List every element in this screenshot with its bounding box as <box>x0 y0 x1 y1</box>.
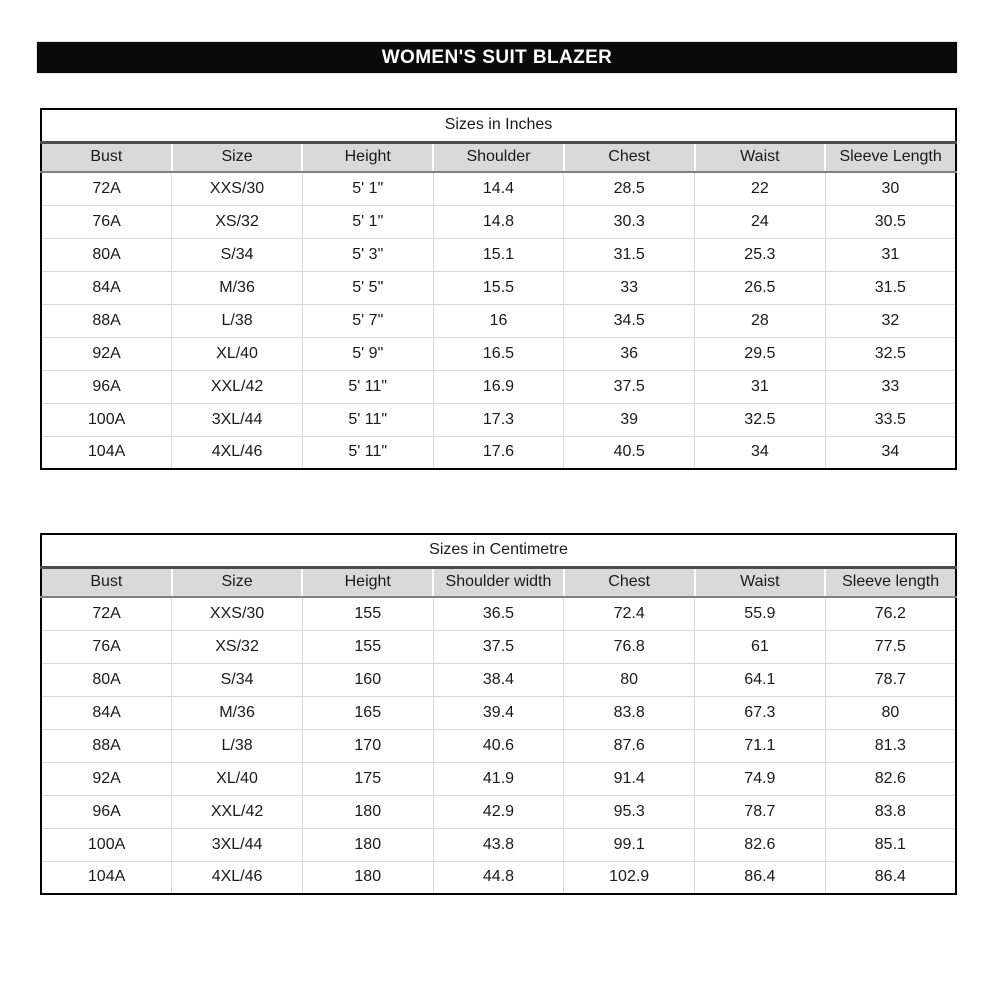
table-cell: XXL/42 <box>172 795 303 828</box>
table-cell: 80 <box>564 663 695 696</box>
table-cell: 83.8 <box>825 795 956 828</box>
table-cell: 85.1 <box>825 828 956 861</box>
table-cell: 83.8 <box>564 696 695 729</box>
table-cell: 41.9 <box>433 762 564 795</box>
table-cell: 76A <box>41 630 172 663</box>
column-header: Shoulder <box>433 142 564 172</box>
table-cell: 76.8 <box>564 630 695 663</box>
table-cell: 5' 1" <box>302 172 433 205</box>
table-cell: 29.5 <box>695 337 826 370</box>
column-header-row <box>41 142 956 172</box>
table-cell: 72A <box>92 604 121 622</box>
table-cell: 80A <box>41 238 172 271</box>
table-cell: 84A <box>41 696 172 729</box>
column-header: Height <box>302 567 433 597</box>
product-title-banner <box>37 42 957 73</box>
table-cell: 88A <box>41 729 172 762</box>
table-cell: 76.2 <box>825 597 956 630</box>
table-cell: 77.5 <box>825 630 956 663</box>
table-cell: 33 <box>564 271 695 304</box>
table-cell: 99.1 <box>564 828 695 861</box>
table-cell: 30 <box>825 172 956 205</box>
table-cell: 55.9 <box>695 597 826 630</box>
table-cell: 32 <box>825 304 956 337</box>
table-cell: 39.4 <box>433 696 564 729</box>
table-cell: 28 <box>695 304 826 337</box>
column-header: Waist <box>695 142 826 172</box>
table-cell: 15.5 <box>433 271 564 304</box>
table-cell: 92A <box>41 337 172 370</box>
table-cell: XXS/30 <box>172 172 303 205</box>
table-cell: 3XL/44 <box>172 403 303 436</box>
table-row <box>41 729 956 762</box>
table-cell: S/34 <box>172 663 303 696</box>
table-cell: 33 <box>825 370 956 403</box>
table-cell: 44.8 <box>433 861 564 894</box>
table-cell: 42.9 <box>433 795 564 828</box>
table-row <box>41 630 956 663</box>
table-cell: 84A <box>41 271 172 304</box>
table-cell: 22 <box>695 172 826 205</box>
table-cell: 16.9 <box>433 370 564 403</box>
table-cell: 43.8 <box>433 828 564 861</box>
table-cell: 39 <box>564 403 695 436</box>
table-cell: 64.1 <box>695 663 826 696</box>
table-cell: 165 <box>302 696 433 729</box>
table-cell: 16 <box>433 304 564 337</box>
table-cell: 180 <box>302 828 433 861</box>
table-cell: M/36 <box>172 696 303 729</box>
table-row <box>41 271 956 304</box>
table-cell: 95.3 <box>564 795 695 828</box>
table-cell: 5' 7" <box>302 304 433 337</box>
table-cell: 36 <box>564 337 695 370</box>
table-title: Sizes in Centimetre <box>41 534 956 567</box>
table-cell: 17.3 <box>433 403 564 436</box>
table-cell: L/38 <box>172 304 303 337</box>
table-cell: 5' 11" <box>302 436 433 469</box>
table-cell: 5' 1" <box>302 205 433 238</box>
table-cell: 71.1 <box>695 729 826 762</box>
table-cell: 26.5 <box>695 271 826 304</box>
table-cell: 34 <box>825 436 956 469</box>
table-cell: 100A <box>41 403 172 436</box>
table-cell: 3XL/44 <box>172 828 303 861</box>
table-cell: 104A <box>41 861 172 894</box>
table-cell: 32.5 <box>825 337 956 370</box>
table-cell: 86.4 <box>825 861 956 894</box>
table-cell: 76A <box>41 205 172 238</box>
table-cell: 155 <box>302 597 433 630</box>
table-cell: 96A <box>41 795 172 828</box>
table-cell: 170 <box>302 729 433 762</box>
table-row <box>41 795 956 828</box>
table-cell: 72A <box>92 179 121 197</box>
column-header: Bust <box>41 142 172 172</box>
product-title: WOMEN'S SUIT BLAZER <box>381 46 613 68</box>
table-cell: 80A <box>41 663 172 696</box>
table-cell: 82.6 <box>825 762 956 795</box>
table-cell: 14.8 <box>433 205 564 238</box>
table-cell: 34 <box>695 436 826 469</box>
table-cell: 40.6 <box>433 729 564 762</box>
table-cell: 38.4 <box>433 663 564 696</box>
table-cell: 86.4 <box>695 861 826 894</box>
table-cell: 78.7 <box>695 795 826 828</box>
table-cell: 32.5 <box>695 403 826 436</box>
table-cell: 31.5 <box>825 271 956 304</box>
table-row <box>41 370 956 403</box>
column-header: Size <box>172 567 303 597</box>
centimetre-size-table <box>40 533 957 895</box>
column-header: Chest <box>564 142 695 172</box>
column-header: Chest <box>564 567 695 597</box>
table-title-row <box>41 534 956 567</box>
table-cell: 100A <box>41 828 172 861</box>
table-cell: S/34 <box>172 238 303 271</box>
table-cell: 67.3 <box>695 696 826 729</box>
table-row <box>41 663 956 696</box>
table-cell: M/36 <box>172 271 303 304</box>
column-header: Size <box>172 142 303 172</box>
table-cell: 14.4 <box>433 172 564 205</box>
table-cell: 80 <box>825 696 956 729</box>
table-row <box>41 696 956 729</box>
table-cell: 160 <box>302 663 433 696</box>
column-header-row <box>41 567 956 597</box>
table-cell: 74.9 <box>695 762 826 795</box>
table-cell: 81.3 <box>825 729 956 762</box>
table-row <box>41 337 956 370</box>
table-cell: 180 <box>302 795 433 828</box>
table-row <box>41 597 956 630</box>
column-header: Height <box>302 142 433 172</box>
table-cell: 30.5 <box>825 205 956 238</box>
centimetre-table-body <box>41 597 956 894</box>
table-cell: 91.4 <box>564 762 695 795</box>
table-row <box>41 172 956 205</box>
table-cell: 180 <box>302 861 433 894</box>
table-cell: 24 <box>695 205 826 238</box>
table-row <box>41 828 956 861</box>
table-cell: XS/32 <box>172 630 303 663</box>
table-row <box>41 304 956 337</box>
column-header: Bust <box>41 567 172 597</box>
table-cell: XS/32 <box>172 205 303 238</box>
table-title: Sizes in Inches <box>41 109 956 142</box>
table-cell: 78.7 <box>825 663 956 696</box>
table-row <box>41 762 956 795</box>
table-cell: 92A <box>41 762 172 795</box>
table-row <box>41 205 956 238</box>
table-cell: 96A <box>41 370 172 403</box>
table-cell: 28.5 <box>564 172 695 205</box>
table-cell: 155 <box>302 630 433 663</box>
table-cell: XXS/30 <box>172 597 303 630</box>
table-cell: 104A <box>41 436 172 469</box>
inches-table-body <box>41 172 956 469</box>
column-header: Sleeve Length <box>825 142 956 172</box>
table-cell: 82.6 <box>695 828 826 861</box>
table-cell: 16.5 <box>433 337 564 370</box>
table-cell: 5' 11" <box>302 403 433 436</box>
table-cell: 17.6 <box>433 436 564 469</box>
column-header: Shoulder width <box>433 567 564 597</box>
table-cell: L/38 <box>172 729 303 762</box>
table-cell: 37.5 <box>433 630 564 663</box>
table-cell: 72.4 <box>564 597 695 630</box>
table-cell: 175 <box>302 762 433 795</box>
table-cell: 61 <box>695 630 826 663</box>
table-row <box>41 861 956 894</box>
table-cell: 15.1 <box>433 238 564 271</box>
table-cell: 88A <box>41 304 172 337</box>
table-cell: 5' 5" <box>302 271 433 304</box>
table-cell: 40.5 <box>564 436 695 469</box>
table-cell: 31 <box>695 370 826 403</box>
table-cell: 25.3 <box>695 238 826 271</box>
table-cell: 102.9 <box>564 861 695 894</box>
table-cell: 31.5 <box>564 238 695 271</box>
table-row <box>41 436 956 469</box>
table-cell: XL/40 <box>172 337 303 370</box>
table-cell: 31 <box>825 238 956 271</box>
table-cell: XXL/42 <box>172 370 303 403</box>
table-cell: 5' 11" <box>302 370 433 403</box>
table-cell: 37.5 <box>564 370 695 403</box>
table-cell: 87.6 <box>564 729 695 762</box>
table-row <box>41 403 956 436</box>
column-header: Sleeve length <box>825 567 956 597</box>
table-cell: 30.3 <box>564 205 695 238</box>
table-cell: 4XL/46 <box>172 861 303 894</box>
inches-size-table <box>40 108 957 470</box>
column-header: Waist <box>695 567 826 597</box>
table-row <box>41 238 956 271</box>
table-title-row <box>41 109 956 142</box>
table-cell: 4XL/46 <box>172 436 303 469</box>
table-cell: 36.5 <box>433 597 564 630</box>
table-cell: 5' 9" <box>302 337 433 370</box>
table-cell: 33.5 <box>825 403 956 436</box>
table-cell: 34.5 <box>564 304 695 337</box>
table-cell: 5' 3" <box>302 238 433 271</box>
table-cell: XL/40 <box>172 762 303 795</box>
